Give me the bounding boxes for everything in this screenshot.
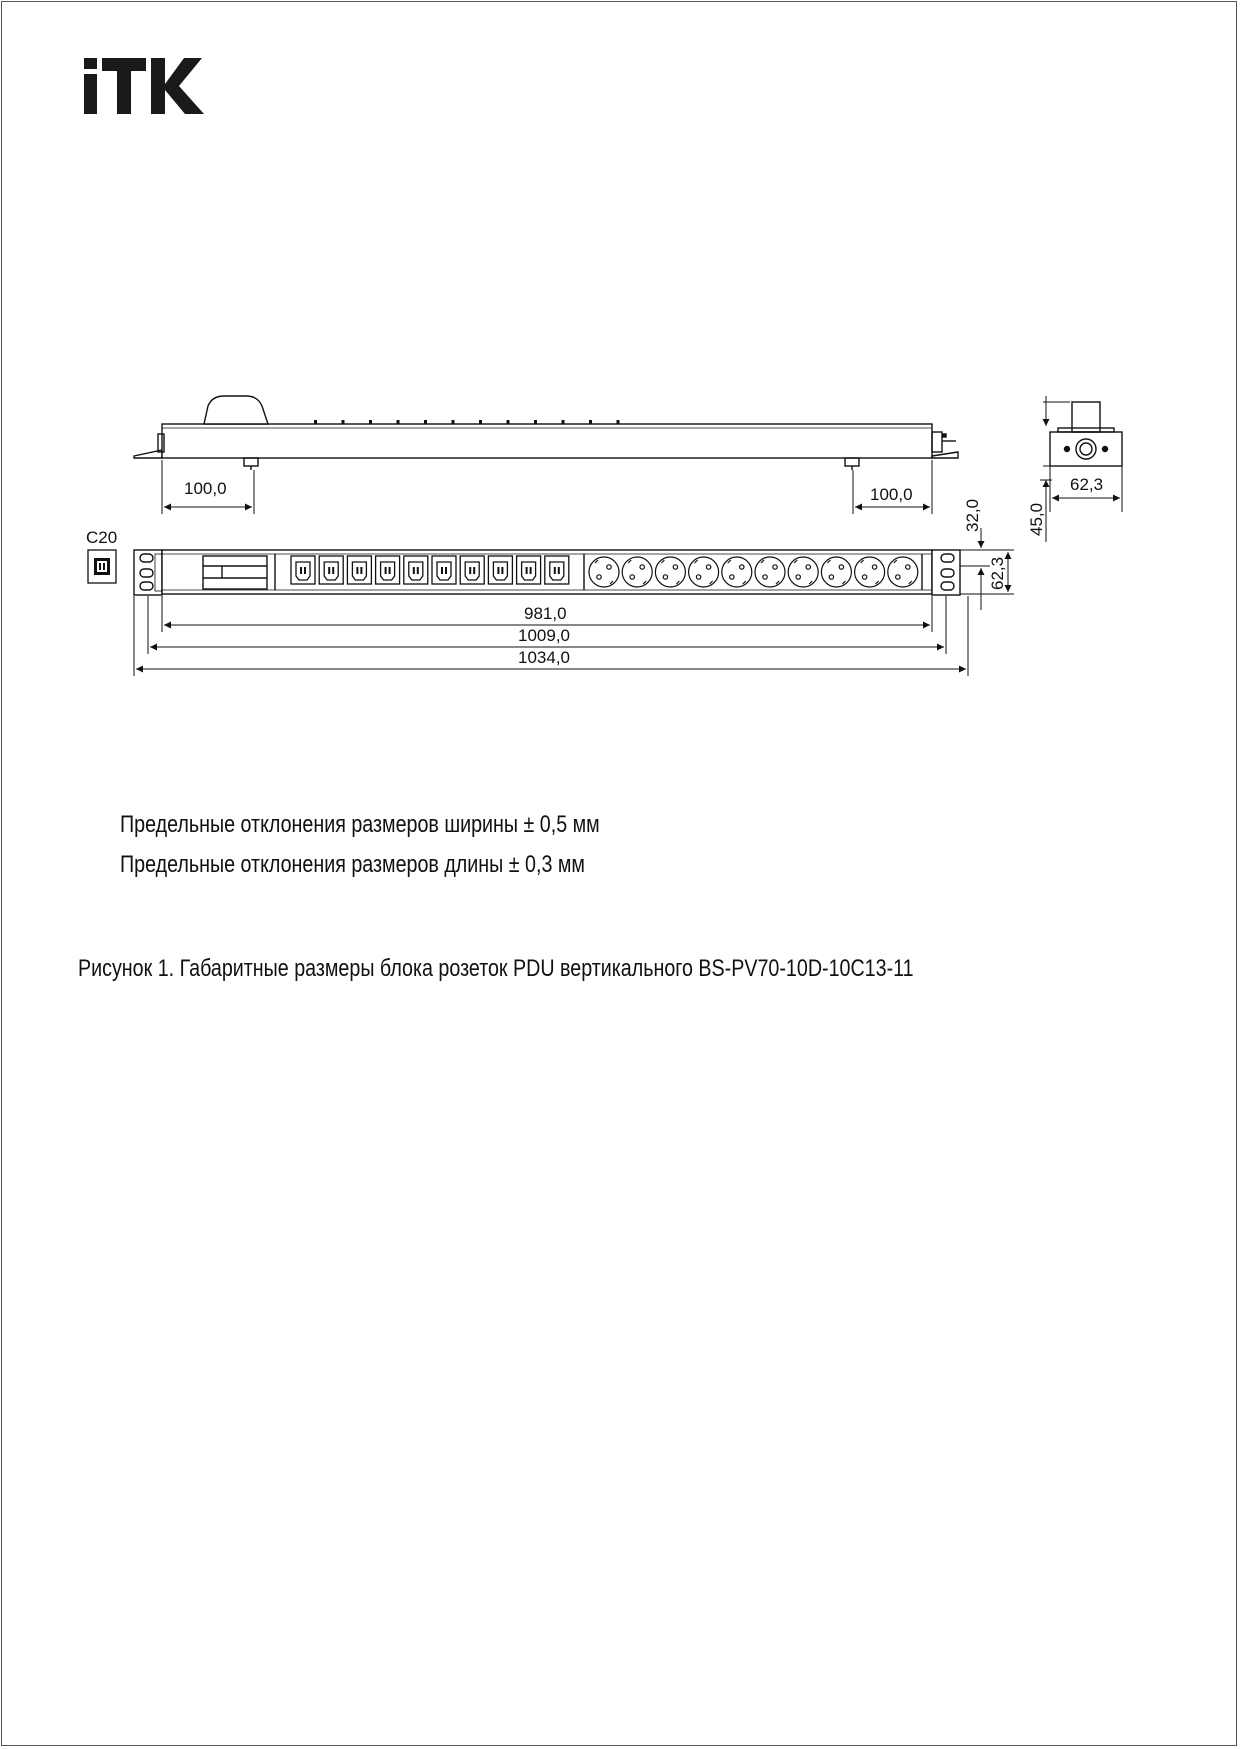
tolerance-length-note: Предельные отклонения размеров длины ± 0,3 мм: [120, 851, 585, 878]
outlet-mark: [617, 420, 620, 424]
dim-62-front-label: 62,3: [988, 556, 1007, 590]
outlet-mark: [534, 420, 537, 424]
outlet-mark: [452, 420, 455, 424]
tolerance-width-note: Предельные отклонения размеров ширины ± 0,5 мм: [120, 811, 600, 838]
dim-1009-label: 1009,0: [518, 626, 570, 645]
outlet-mark: [507, 420, 510, 424]
side-view: [1050, 402, 1122, 466]
outlet-mark: [589, 420, 592, 424]
dim-62-side-label: 62,3: [1070, 475, 1104, 494]
outlet-mark: [562, 420, 565, 424]
outlet-mark: [479, 420, 482, 424]
outlet-mark: [342, 420, 345, 424]
c20-label: C20: [86, 528, 118, 547]
figure-caption: Рисунок 1. Габаритные размеры блока розеток PDU вертикального BS-PV70-10D-10C13-11: [78, 955, 914, 982]
outlet-mark: [369, 420, 372, 424]
dim-1034-label: 1034,0: [518, 648, 570, 667]
outlet-mark: [424, 420, 427, 424]
dim-100-right-label: 100,0: [870, 485, 913, 504]
pdu-dimension-drawing: [0, 0, 1240, 760]
dim-100-left-label: 100,0: [184, 479, 227, 498]
dim-45-label: 45,0: [1027, 502, 1046, 536]
c20-inlet: [88, 550, 116, 583]
outlet-mark: [397, 420, 400, 424]
dim-981-label: 981,0: [524, 604, 567, 623]
dim-32-label: 32,0: [963, 498, 982, 532]
top-view: [134, 396, 958, 470]
outlet-mark: [314, 420, 317, 424]
